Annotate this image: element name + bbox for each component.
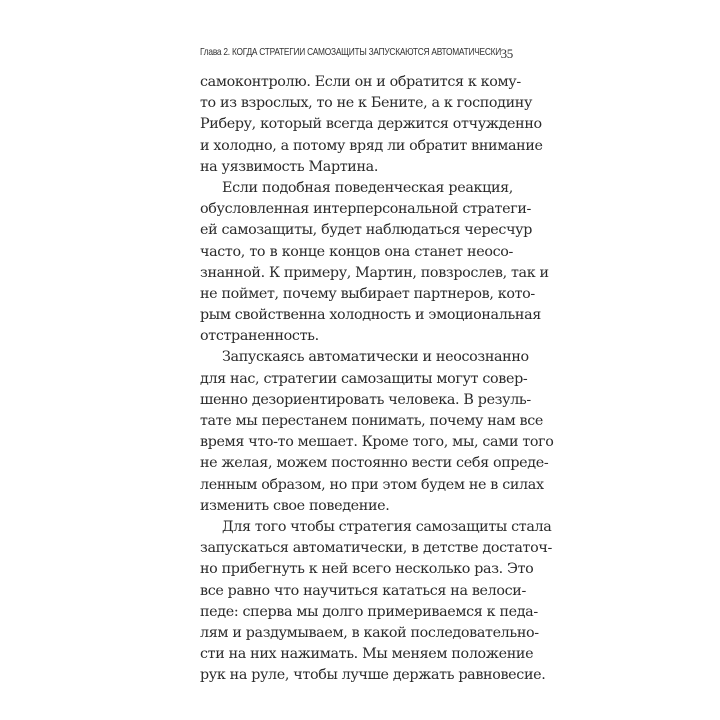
text-line: ленным образом, но при этом будем не в силах (200, 476, 544, 493)
text-line: рым свойственна холодность и эмоциональная (200, 307, 541, 324)
text-line: не поймет, почему выбирает партнеров, кото- (200, 285, 535, 302)
text-line: время что-то мешает. Кроме того, мы, сами того (200, 434, 554, 451)
text-line: на уязвимость Мартина. (200, 158, 379, 175)
text-line: и холодно, а потому вряд ли обратит внимание (200, 137, 543, 154)
text-line: тате мы перестанем понимать, почему нам все (200, 413, 544, 429)
text-line: не желая, можем постоянно вести себя опреде- (200, 455, 549, 472)
text-line: лям и раздумываем, в какой последовательно- (200, 624, 539, 641)
text-line: отстраненность. (200, 328, 319, 345)
text-line: Риберу, который всегда держится отчужденно (200, 116, 542, 133)
text-line: рук на руле, чтобы лучше держать равновесие. (200, 667, 546, 684)
text-line: ей самозащиты, будет наблюдаться чересчур (200, 222, 533, 239)
text-line: Запускаясь автоматически и неосознанно (222, 349, 529, 366)
text-line: Для того чтобы стратегия самозащиты стала (222, 518, 552, 535)
text-line: сти на них нажимать. Мы меняем положение (200, 646, 534, 663)
text-line: запускаться автоматически, в детстве достаточ- (200, 540, 552, 557)
text-line: Если подобная поведенческая реакция, (222, 179, 513, 196)
text-line: педе: сперва мы долго примериваемся к педа- (200, 603, 538, 620)
text-line: знанной. К примеру, Мартин, повзрослев, так и (200, 264, 549, 281)
text-line: самоконтролю. Если он и обратится к кому- (200, 74, 521, 90)
text-line: обусловленная интерперсональной стратеги- (200, 201, 531, 218)
text-line: для нас, стратегии самозащиты могут совер- (200, 370, 528, 387)
page-number: 35 (500, 46, 513, 61)
text-line: то из взрослых, то не к Бените, а к господину (200, 95, 533, 112)
running-title: Глава 2. КОГДА СТРАТЕГИИ САМОЗАЩИТЫ ЗАПУСКАЮТСЯ АВТОМАТИЧЕСКИ (200, 47, 502, 58)
text-line: изменить свое поведение. (200, 497, 390, 514)
paragraph (200, 178, 549, 348)
text-line: часто, то в конце концов она станет неосо- (200, 243, 513, 260)
paragraph (200, 347, 554, 517)
body-text (200, 72, 554, 686)
text-line: все равно что научиться кататься на велоси- (200, 582, 526, 599)
text-line: шенно дезориентировать человека. В резуль- (200, 391, 531, 408)
paragraph (200, 72, 543, 178)
paragraph (200, 517, 552, 687)
text-line: но прибегнуть к ней всего несколько раз. Это (200, 561, 534, 578)
running-header (200, 47, 513, 63)
